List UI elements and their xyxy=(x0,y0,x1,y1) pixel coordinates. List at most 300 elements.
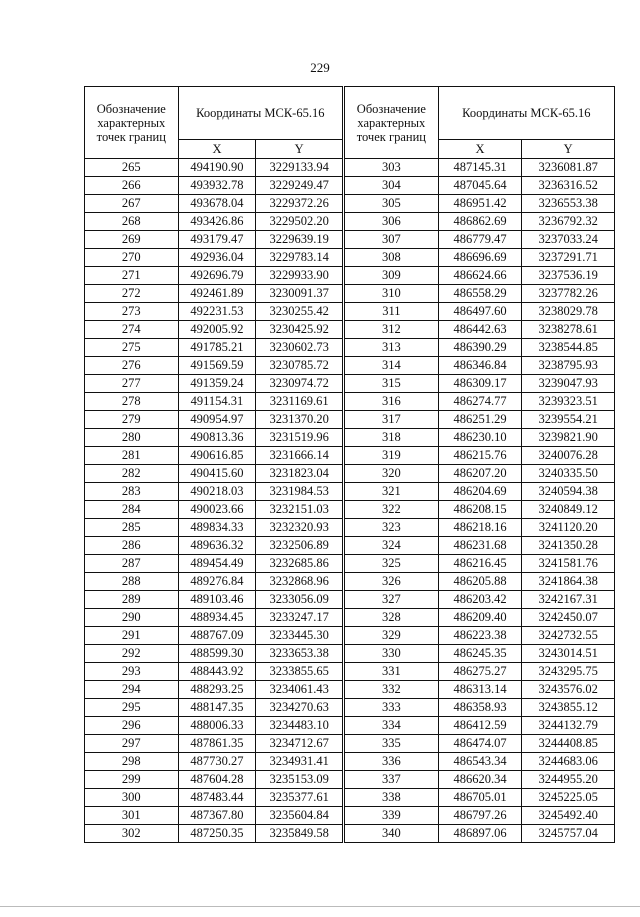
table-row xyxy=(85,213,343,231)
y-coordinate-cell: 3230255.42 xyxy=(256,303,343,321)
y-coordinate-cell: 3236792.32 xyxy=(522,213,615,231)
x-coordinate-cell: 486230.10 xyxy=(438,429,522,447)
point-number-cell: 274 xyxy=(85,321,179,339)
table-row xyxy=(345,789,615,807)
x-coordinate-cell: 492231.53 xyxy=(178,303,256,321)
y-coordinate-cell: 3232151.03 xyxy=(256,501,343,519)
coordinates-table-left xyxy=(84,86,343,843)
table-row xyxy=(85,771,343,789)
point-number-cell: 321 xyxy=(345,483,439,501)
x-coordinate-cell: 486209.40 xyxy=(438,609,522,627)
point-number-cell: 330 xyxy=(345,645,439,663)
y-coordinate-cell: 3236081.87 xyxy=(522,159,615,177)
table-row xyxy=(345,177,615,195)
table-row xyxy=(345,555,615,573)
x-coordinate-cell: 486205.88 xyxy=(438,573,522,591)
table-row xyxy=(85,339,343,357)
y-coordinate-cell: 3229133.94 xyxy=(256,159,343,177)
point-number-cell: 307 xyxy=(345,231,439,249)
table-row xyxy=(85,429,343,447)
point-number-cell: 283 xyxy=(85,483,179,501)
x-column-header: X xyxy=(438,140,522,159)
x-coordinate-cell: 486442.63 xyxy=(438,321,522,339)
table-row xyxy=(345,717,615,735)
x-coordinate-cell: 486624.66 xyxy=(438,267,522,285)
table-row xyxy=(345,231,615,249)
x-coordinate-cell: 486208.15 xyxy=(438,501,522,519)
y-coordinate-cell: 3244683.06 xyxy=(522,753,615,771)
table-row xyxy=(85,159,343,177)
point-number-cell: 335 xyxy=(345,735,439,753)
table-row xyxy=(85,789,343,807)
x-coordinate-cell: 486358.93 xyxy=(438,699,522,717)
y-coordinate-cell: 3243855.12 xyxy=(522,699,615,717)
x-coordinate-cell: 486346.84 xyxy=(438,357,522,375)
y-coordinate-cell: 3232685.86 xyxy=(256,555,343,573)
point-column-header: Обозначение характерных точек границ xyxy=(345,87,439,159)
y-coordinate-cell: 3237291.71 xyxy=(522,249,615,267)
x-coordinate-cell: 489834.33 xyxy=(178,519,256,537)
x-coordinate-cell: 486216.45 xyxy=(438,555,522,573)
table-row xyxy=(85,465,343,483)
x-coordinate-cell: 486207.20 xyxy=(438,465,522,483)
table-row xyxy=(345,771,615,789)
table-row xyxy=(85,825,343,843)
point-number-cell: 340 xyxy=(345,825,439,843)
y-coordinate-cell: 3238278.61 xyxy=(522,321,615,339)
x-coordinate-cell: 486390.29 xyxy=(438,339,522,357)
x-coordinate-cell: 486897.06 xyxy=(438,825,522,843)
x-coordinate-cell: 487604.28 xyxy=(178,771,256,789)
x-coordinate-cell: 490616.85 xyxy=(178,447,256,465)
point-number-cell: 293 xyxy=(85,663,179,681)
point-column-header: Обозначение характерных точек границ xyxy=(85,87,179,159)
point-number-cell: 273 xyxy=(85,303,179,321)
table-row xyxy=(85,807,343,825)
x-coordinate-cell: 493932.78 xyxy=(178,177,256,195)
table-row xyxy=(345,393,615,411)
y-coordinate-cell: 3243576.02 xyxy=(522,681,615,699)
table-row xyxy=(345,663,615,681)
table-row xyxy=(85,555,343,573)
table-row xyxy=(85,501,343,519)
table-row xyxy=(85,519,343,537)
table-row xyxy=(345,195,615,213)
y-coordinate-cell: 3240849.12 xyxy=(522,501,615,519)
point-number-cell: 267 xyxy=(85,195,179,213)
point-number-cell: 302 xyxy=(85,825,179,843)
point-number-cell: 334 xyxy=(345,717,439,735)
table-row xyxy=(85,177,343,195)
point-number-cell: 282 xyxy=(85,465,179,483)
point-number-cell: 295 xyxy=(85,699,179,717)
y-coordinate-cell: 3229372.26 xyxy=(256,195,343,213)
point-number-cell: 339 xyxy=(345,807,439,825)
point-number-cell: 297 xyxy=(85,735,179,753)
point-number-cell: 338 xyxy=(345,789,439,807)
table-row xyxy=(85,285,343,303)
y-coordinate-cell: 3243014.51 xyxy=(522,645,615,663)
x-coordinate-cell: 489636.32 xyxy=(178,537,256,555)
table-row xyxy=(85,231,343,249)
point-number-cell: 268 xyxy=(85,213,179,231)
point-number-cell: 310 xyxy=(345,285,439,303)
x-coordinate-cell: 489276.84 xyxy=(178,573,256,591)
y-coordinate-cell: 3233653.38 xyxy=(256,645,343,663)
x-coordinate-cell: 493179.47 xyxy=(178,231,256,249)
x-coordinate-cell: 491785.21 xyxy=(178,339,256,357)
y-coordinate-cell: 3233247.17 xyxy=(256,609,343,627)
table-row xyxy=(85,699,343,717)
table-row xyxy=(85,357,343,375)
table-row xyxy=(345,645,615,663)
point-number-cell: 284 xyxy=(85,501,179,519)
y-coordinate-cell: 3239323.51 xyxy=(522,393,615,411)
x-coordinate-cell: 492936.04 xyxy=(178,249,256,267)
x-coordinate-cell: 486797.26 xyxy=(438,807,522,825)
point-number-cell: 314 xyxy=(345,357,439,375)
point-number-cell: 290 xyxy=(85,609,179,627)
table-row xyxy=(85,393,343,411)
point-number-cell: 296 xyxy=(85,717,179,735)
x-coordinate-cell: 486779.47 xyxy=(438,231,522,249)
table-row xyxy=(85,303,343,321)
y-coordinate-cell: 3231370.20 xyxy=(256,411,343,429)
table-row xyxy=(345,375,615,393)
table-row xyxy=(85,735,343,753)
table-row xyxy=(345,303,615,321)
point-number-cell: 332 xyxy=(345,681,439,699)
y-coordinate-cell: 3234270.63 xyxy=(256,699,343,717)
y-coordinate-cell: 3232868.96 xyxy=(256,573,343,591)
point-number-cell: 317 xyxy=(345,411,439,429)
table-row xyxy=(85,645,343,663)
point-number-cell: 269 xyxy=(85,231,179,249)
x-coordinate-cell: 488767.09 xyxy=(178,627,256,645)
point-number-cell: 312 xyxy=(345,321,439,339)
x-coordinate-cell: 488147.35 xyxy=(178,699,256,717)
table-row xyxy=(85,609,343,627)
y-coordinate-cell: 3234931.41 xyxy=(256,753,343,771)
y-coordinate-cell: 3235849.58 xyxy=(256,825,343,843)
table-row xyxy=(85,753,343,771)
table-row xyxy=(345,249,615,267)
y-coordinate-cell: 3235377.61 xyxy=(256,789,343,807)
x-coordinate-cell: 486558.29 xyxy=(438,285,522,303)
y-coordinate-cell: 3230091.37 xyxy=(256,285,343,303)
table-row xyxy=(345,267,615,285)
y-coordinate-cell: 3231823.04 xyxy=(256,465,343,483)
x-coordinate-cell: 486274.77 xyxy=(438,393,522,411)
table-row xyxy=(85,573,343,591)
x-coordinate-cell: 491154.31 xyxy=(178,393,256,411)
x-coordinate-cell: 493678.04 xyxy=(178,195,256,213)
x-coordinate-cell: 486218.16 xyxy=(438,519,522,537)
point-number-cell: 333 xyxy=(345,699,439,717)
y-coordinate-cell: 3237033.24 xyxy=(522,231,615,249)
point-number-cell: 336 xyxy=(345,753,439,771)
table-row xyxy=(85,249,343,267)
table-row xyxy=(85,411,343,429)
y-coordinate-cell: 3240076.28 xyxy=(522,447,615,465)
y-coordinate-cell: 3234483.10 xyxy=(256,717,343,735)
table-row xyxy=(345,483,615,501)
table-row xyxy=(345,735,615,753)
y-coordinate-cell: 3237782.26 xyxy=(522,285,615,303)
table-row xyxy=(85,627,343,645)
x-coordinate-cell: 487861.35 xyxy=(178,735,256,753)
x-coordinate-cell: 488006.33 xyxy=(178,717,256,735)
table-row xyxy=(345,447,615,465)
x-coordinate-cell: 488293.25 xyxy=(178,681,256,699)
point-number-cell: 298 xyxy=(85,753,179,771)
point-number-cell: 323 xyxy=(345,519,439,537)
x-coordinate-cell: 486951.42 xyxy=(438,195,522,213)
y-coordinate-cell: 3239047.93 xyxy=(522,375,615,393)
point-number-cell: 280 xyxy=(85,429,179,447)
y-coordinate-cell: 3244132.79 xyxy=(522,717,615,735)
point-number-cell: 291 xyxy=(85,627,179,645)
table-row xyxy=(345,609,615,627)
point-number-cell: 308 xyxy=(345,249,439,267)
table-row xyxy=(345,159,615,177)
y-coordinate-cell: 3229249.47 xyxy=(256,177,343,195)
point-number-cell: 309 xyxy=(345,267,439,285)
point-number-cell: 294 xyxy=(85,681,179,699)
y-coordinate-cell: 3229933.90 xyxy=(256,267,343,285)
point-number-cell: 275 xyxy=(85,339,179,357)
point-number-cell: 277 xyxy=(85,375,179,393)
page-bottom-edge xyxy=(0,906,640,907)
point-number-cell: 279 xyxy=(85,411,179,429)
table-row xyxy=(345,627,615,645)
x-coordinate-cell: 487145.31 xyxy=(438,159,522,177)
point-number-cell: 299 xyxy=(85,771,179,789)
table-row xyxy=(85,537,343,555)
x-column-header: X xyxy=(178,140,256,159)
table-row xyxy=(345,753,615,771)
x-coordinate-cell: 486231.68 xyxy=(438,537,522,555)
y-coordinate-cell: 3230602.73 xyxy=(256,339,343,357)
x-coordinate-cell: 486245.35 xyxy=(438,645,522,663)
x-coordinate-cell: 492461.89 xyxy=(178,285,256,303)
y-coordinate-cell: 3240335.50 xyxy=(522,465,615,483)
x-coordinate-cell: 494190.90 xyxy=(178,159,256,177)
table-row xyxy=(345,465,615,483)
y-coordinate-cell: 3236316.52 xyxy=(522,177,615,195)
y-coordinate-cell: 3239821.90 xyxy=(522,429,615,447)
x-coordinate-cell: 488443.92 xyxy=(178,663,256,681)
point-number-cell: 288 xyxy=(85,573,179,591)
y-coordinate-cell: 3238795.93 xyxy=(522,357,615,375)
point-number-cell: 320 xyxy=(345,465,439,483)
y-coordinate-cell: 3241120.20 xyxy=(522,519,615,537)
table-row xyxy=(345,411,615,429)
table-row xyxy=(345,429,615,447)
x-coordinate-cell: 486275.27 xyxy=(438,663,522,681)
y-coordinate-cell: 3241864.38 xyxy=(522,573,615,591)
point-number-cell: 286 xyxy=(85,537,179,555)
point-number-cell: 266 xyxy=(85,177,179,195)
table-row xyxy=(345,213,615,231)
x-coordinate-cell: 486696.69 xyxy=(438,249,522,267)
point-number-cell: 315 xyxy=(345,375,439,393)
y-coordinate-cell: 3244955.20 xyxy=(522,771,615,789)
table-row xyxy=(85,447,343,465)
y-coordinate-cell: 3242450.07 xyxy=(522,609,615,627)
table-row xyxy=(345,357,615,375)
point-number-cell: 313 xyxy=(345,339,439,357)
x-coordinate-cell: 487250.35 xyxy=(178,825,256,843)
y-coordinate-cell: 3234061.43 xyxy=(256,681,343,699)
y-coordinate-cell: 3235604.84 xyxy=(256,807,343,825)
y-coordinate-cell: 3237536.19 xyxy=(522,267,615,285)
table-row xyxy=(85,321,343,339)
x-coordinate-cell: 488599.30 xyxy=(178,645,256,663)
point-number-cell: 278 xyxy=(85,393,179,411)
table-row xyxy=(345,681,615,699)
table-row xyxy=(85,663,343,681)
x-coordinate-cell: 486251.29 xyxy=(438,411,522,429)
table-row xyxy=(85,717,343,735)
y-coordinate-cell: 3245225.05 xyxy=(522,789,615,807)
y-coordinate-cell: 3230785.72 xyxy=(256,357,343,375)
point-number-cell: 337 xyxy=(345,771,439,789)
table-row xyxy=(345,699,615,717)
point-number-cell: 325 xyxy=(345,555,439,573)
coordinates-column-header: Координаты МСК-65.16 xyxy=(438,87,614,140)
table-body-left xyxy=(85,159,343,843)
table-row xyxy=(345,321,615,339)
x-coordinate-cell: 486474.07 xyxy=(438,735,522,753)
y-coordinate-cell: 3233445.30 xyxy=(256,627,343,645)
y-coordinate-cell: 3236553.38 xyxy=(522,195,615,213)
y-coordinate-cell: 3238544.85 xyxy=(522,339,615,357)
table-row xyxy=(345,339,615,357)
y-coordinate-cell: 3245492.40 xyxy=(522,807,615,825)
x-coordinate-cell: 486497.60 xyxy=(438,303,522,321)
x-coordinate-cell: 486543.34 xyxy=(438,753,522,771)
y-coordinate-cell: 3232320.93 xyxy=(256,519,343,537)
point-number-cell: 322 xyxy=(345,501,439,519)
table-row xyxy=(85,591,343,609)
point-number-cell: 292 xyxy=(85,645,179,663)
x-coordinate-cell: 486223.38 xyxy=(438,627,522,645)
y-column-header: Y xyxy=(256,140,343,159)
point-number-cell: 289 xyxy=(85,591,179,609)
point-number-cell: 272 xyxy=(85,285,179,303)
y-coordinate-cell: 3235153.09 xyxy=(256,771,343,789)
table-row xyxy=(345,501,615,519)
point-number-cell: 318 xyxy=(345,429,439,447)
coordinates-table-right xyxy=(344,86,615,843)
point-number-cell: 319 xyxy=(345,447,439,465)
point-number-cell: 306 xyxy=(345,213,439,231)
x-coordinate-cell: 486215.76 xyxy=(438,447,522,465)
y-coordinate-cell: 3230974.72 xyxy=(256,375,343,393)
y-coordinate-cell: 3233056.09 xyxy=(256,591,343,609)
y-column-header: Y xyxy=(522,140,615,159)
x-coordinate-cell: 486309.17 xyxy=(438,375,522,393)
point-number-cell: 285 xyxy=(85,519,179,537)
table-row xyxy=(85,267,343,285)
point-number-cell: 300 xyxy=(85,789,179,807)
x-coordinate-cell: 489103.46 xyxy=(178,591,256,609)
x-coordinate-cell: 486412.59 xyxy=(438,717,522,735)
y-coordinate-cell: 3245757.04 xyxy=(522,825,615,843)
x-coordinate-cell: 490813.36 xyxy=(178,429,256,447)
point-number-cell: 270 xyxy=(85,249,179,267)
y-coordinate-cell: 3238029.78 xyxy=(522,303,615,321)
x-coordinate-cell: 487367.80 xyxy=(178,807,256,825)
table-row xyxy=(345,285,615,303)
y-coordinate-cell: 3230425.92 xyxy=(256,321,343,339)
table-row xyxy=(85,375,343,393)
x-coordinate-cell: 489454.49 xyxy=(178,555,256,573)
point-number-cell: 328 xyxy=(345,609,439,627)
x-coordinate-cell: 486862.69 xyxy=(438,213,522,231)
point-number-cell: 316 xyxy=(345,393,439,411)
y-coordinate-cell: 3244408.85 xyxy=(522,735,615,753)
point-number-cell: 281 xyxy=(85,447,179,465)
x-coordinate-cell: 486204.69 xyxy=(438,483,522,501)
point-number-cell: 324 xyxy=(345,537,439,555)
x-coordinate-cell: 492005.92 xyxy=(178,321,256,339)
y-coordinate-cell: 3231666.14 xyxy=(256,447,343,465)
point-number-cell: 329 xyxy=(345,627,439,645)
x-coordinate-cell: 487730.27 xyxy=(178,753,256,771)
page-number: 229 xyxy=(310,60,330,75)
y-coordinate-cell: 3234712.67 xyxy=(256,735,343,753)
table-row xyxy=(85,681,343,699)
table-row xyxy=(345,825,615,843)
y-coordinate-cell: 3233855.65 xyxy=(256,663,343,681)
x-coordinate-cell: 493426.86 xyxy=(178,213,256,231)
y-coordinate-cell: 3231169.61 xyxy=(256,393,343,411)
point-number-cell: 276 xyxy=(85,357,179,375)
point-number-cell: 305 xyxy=(345,195,439,213)
point-number-cell: 301 xyxy=(85,807,179,825)
table-row xyxy=(345,573,615,591)
table-body-right xyxy=(345,159,615,843)
x-coordinate-cell: 492696.79 xyxy=(178,267,256,285)
y-coordinate-cell: 3229783.14 xyxy=(256,249,343,267)
coordinates-column-header: Координаты МСК-65.16 xyxy=(178,87,342,140)
point-number-cell: 265 xyxy=(85,159,179,177)
point-number-cell: 287 xyxy=(85,555,179,573)
point-number-cell: 271 xyxy=(85,267,179,285)
point-number-cell: 327 xyxy=(345,591,439,609)
y-coordinate-cell: 3232506.89 xyxy=(256,537,343,555)
y-coordinate-cell: 3240594.38 xyxy=(522,483,615,501)
y-coordinate-cell: 3241581.76 xyxy=(522,555,615,573)
y-coordinate-cell: 3229502.20 xyxy=(256,213,343,231)
table-row xyxy=(345,519,615,537)
table-row xyxy=(85,195,343,213)
point-number-cell: 331 xyxy=(345,663,439,681)
x-coordinate-cell: 490954.97 xyxy=(178,411,256,429)
point-number-cell: 303 xyxy=(345,159,439,177)
table-row xyxy=(345,807,615,825)
y-coordinate-cell: 3229639.19 xyxy=(256,231,343,249)
y-coordinate-cell: 3242732.55 xyxy=(522,627,615,645)
table-row xyxy=(345,591,615,609)
x-coordinate-cell: 486705.01 xyxy=(438,789,522,807)
point-number-cell: 304 xyxy=(345,177,439,195)
x-coordinate-cell: 491359.24 xyxy=(178,375,256,393)
x-coordinate-cell: 486313.14 xyxy=(438,681,522,699)
x-coordinate-cell: 487483.44 xyxy=(178,789,256,807)
